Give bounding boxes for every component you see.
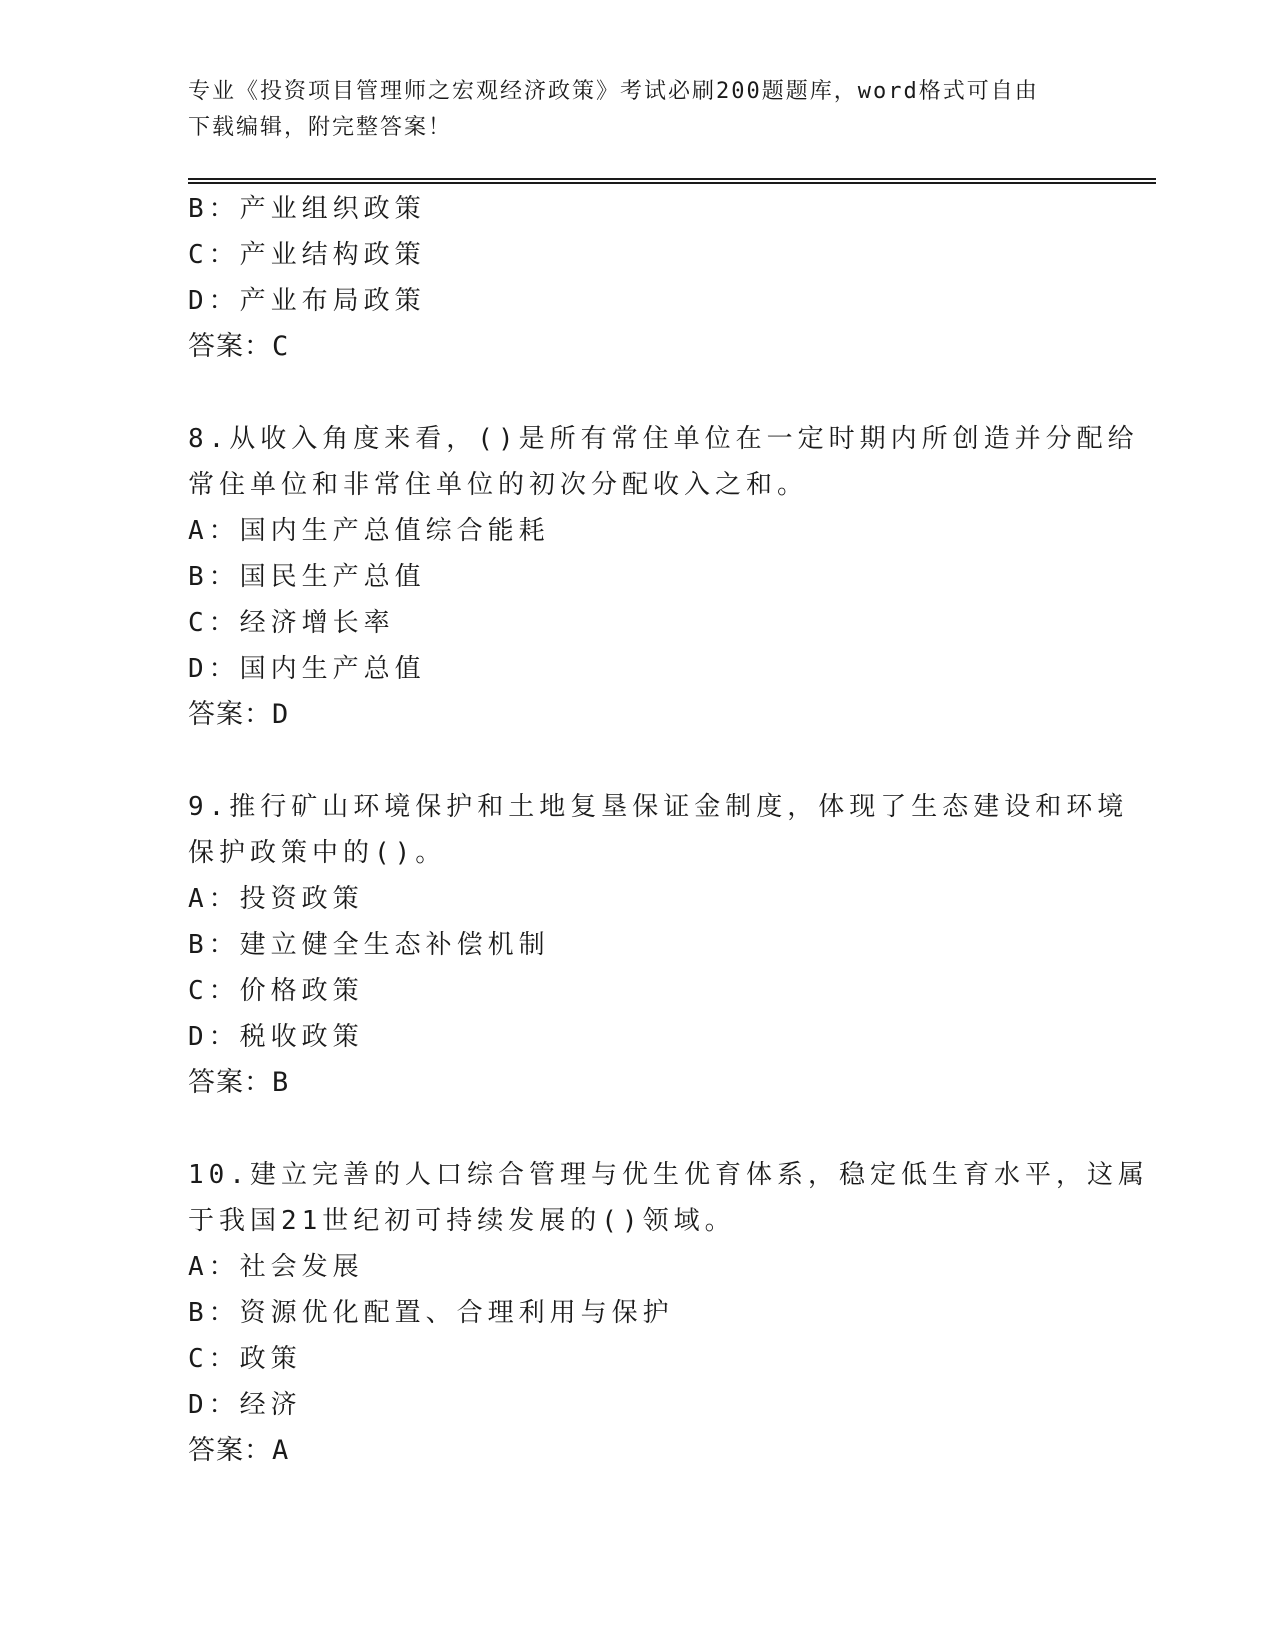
option-d: D：产业布局政策 (188, 286, 426, 316)
option-c: C：价格政策 (188, 976, 364, 1006)
question-stem: 8.从收入角度来看，()是所有常住单位在一定时期内所创造并分配给 (188, 424, 1139, 454)
answer-label: 答案： (188, 1067, 272, 1098)
question-stem-continued: 保护政策中的()。 (188, 838, 447, 868)
question-list (188, 186, 1149, 1520)
answer-value: C (272, 331, 290, 362)
question-stem-continued: 于我国21世纪初可持续发展的()领域。 (188, 1206, 736, 1236)
header-line-2: 下载编辑，附完整答案！ (188, 115, 453, 140)
option-d: D：税收政策 (188, 1022, 364, 1052)
answer-label: 答案： (188, 699, 272, 730)
answer-label: 答案： (188, 1435, 272, 1466)
header-divider-bottom (188, 182, 1156, 184)
option-a: A：国内生产总值综合能耗 (188, 516, 550, 546)
question-9 (188, 784, 1129, 1106)
option-c: C：经济增长率 (188, 608, 395, 638)
option-c: C：产业结构政策 (188, 240, 426, 270)
question-stem: 10.建立完善的人口综合管理与优生优育体系，稳定低生育水平，这属 (188, 1160, 1149, 1190)
option-c: C：政策 (188, 1344, 302, 1374)
answer-value: D (272, 699, 290, 730)
document-header (188, 74, 1088, 146)
answer-value: A (272, 1435, 290, 1466)
option-b: B：产业组织政策 (188, 194, 426, 224)
option-a: A：投资政策 (188, 884, 364, 914)
question-8 (188, 416, 1139, 738)
header-divider-top (188, 178, 1156, 180)
option-b: B：国民生产总值 (188, 562, 426, 592)
question-stem: 9.推行矿山环境保护和土地复垦保证金制度，体现了生态建设和环境 (188, 792, 1129, 822)
question-stem-continued: 常住单位和非常住单位的初次分配收入之和。 (188, 470, 809, 500)
question-10 (188, 1152, 1149, 1474)
header-line-1: 专业《投资项目管理师之宏观经济政策》考试必刷200题题库，word格式可自由 (188, 79, 1039, 104)
answer-line (188, 1428, 1088, 1474)
answer-label: 答案： (188, 331, 272, 362)
answer-line (188, 692, 1088, 738)
option-a: A：社会发展 (188, 1252, 364, 1282)
answer-line (188, 1060, 1088, 1106)
option-b: B：资源优化配置、合理利用与保护 (188, 1298, 674, 1328)
answer-line (188, 324, 1088, 370)
option-b: B：建立健全生态补偿机制 (188, 930, 550, 960)
answer-value: B (272, 1067, 290, 1098)
option-d: D：经济 (188, 1390, 302, 1420)
question-7-partial (188, 186, 1088, 370)
option-d: D：国内生产总值 (188, 654, 426, 684)
